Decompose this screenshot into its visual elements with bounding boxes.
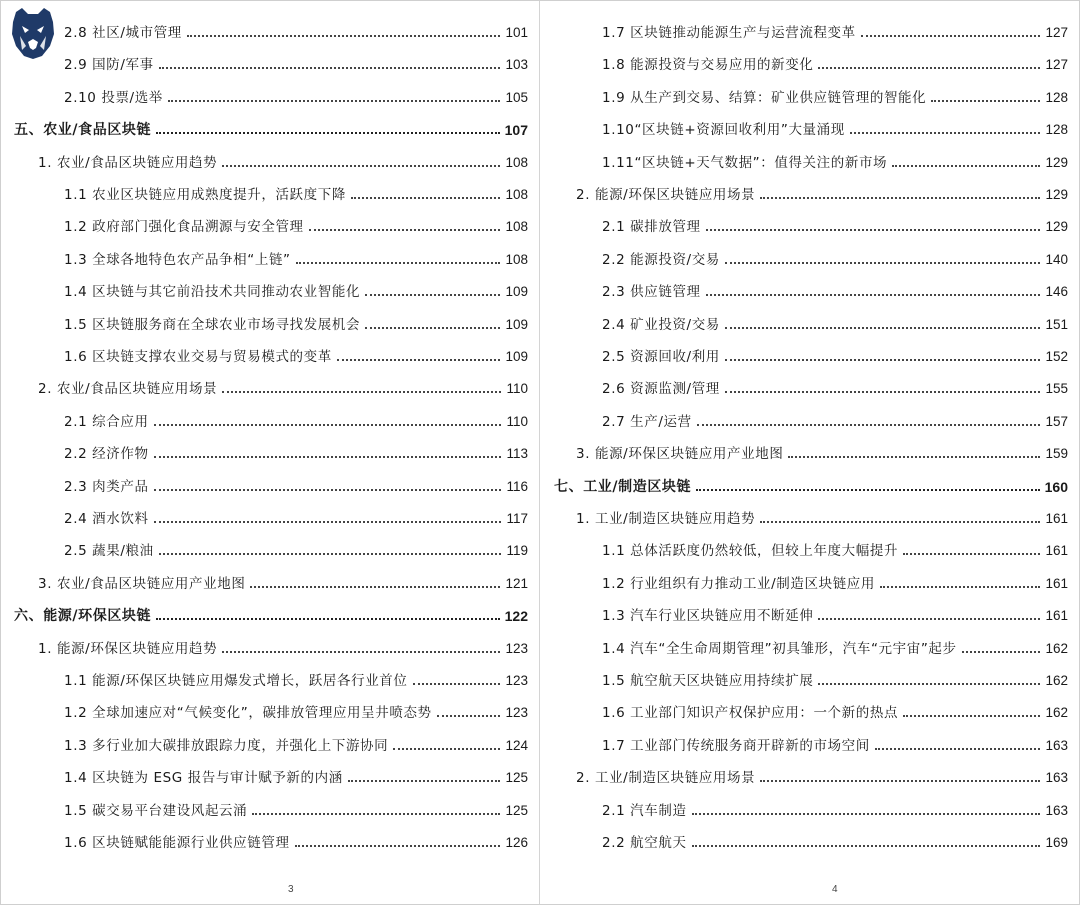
toc-dot-leader [309, 229, 501, 231]
toc-entry-page-number: 162 [1045, 673, 1068, 688]
toc-entry-title: 2.4 矿业投资/交易 [602, 316, 720, 333]
toc-entry-page-number: 113 [506, 446, 528, 462]
toc-entry-page-number: 109 [505, 316, 528, 332]
toc-subsection-entry[interactable] [64, 52, 528, 74]
toc-dot-leader [760, 197, 1040, 199]
toc-page-right [540, 0, 1080, 905]
toc-entry-title: 1.10“区块链+资源回收利用”大量涌现 [602, 122, 845, 139]
toc-entry-page-number: 163 [1045, 802, 1068, 818]
toc-dot-leader [365, 327, 500, 329]
toc-dot-leader [850, 132, 1041, 134]
toc-entry-page-number: 169 [1045, 835, 1068, 850]
toc-section-entry[interactable] [38, 150, 528, 172]
toc-entry-title: 2.1 碳排放管理 [602, 219, 701, 236]
toc-dot-leader [250, 586, 500, 588]
toc-entry-page-number: 108 [505, 251, 528, 267]
toc-dot-leader [725, 262, 1041, 264]
toc-entry-title: 1.5 航空航天区块链应用持续扩展 [602, 673, 814, 689]
toc-entry-title: 1.7 工业部门传统服务商开辟新的市场空间 [602, 737, 870, 754]
toc-chapter-entry[interactable] [14, 117, 528, 139]
toc-entry-title: 1.3 多行业加大碳排放跟踪力度，并强化上下游协同 [64, 737, 389, 754]
toc-entry-title: 2. 能源/环保区块链应用场景 [576, 187, 756, 203]
toc-entry-page-number: 119 [506, 543, 528, 559]
toc-entry-title: 2.2 能源投资/交易 [602, 251, 720, 268]
toc-subsection-entry[interactable] [64, 798, 528, 820]
toc-chapter-entry[interactable] [554, 474, 1068, 496]
toc-dot-leader [706, 229, 1041, 231]
toc-entry-title: 1.1 农业区块链应用成熟度提升，活跃度下降 [64, 187, 346, 203]
toc-entry-title: 2.1 综合应用 [64, 413, 149, 430]
toc-entry-page-number: 140 [1045, 251, 1068, 267]
toc-entry-title: 1.4 区块链为 ESG 报告与审计赋予新的内涵 [64, 770, 343, 787]
toc-dot-leader [725, 327, 1041, 329]
toc-entry-page-number: 125 [505, 802, 528, 818]
toc-dot-leader [861, 35, 1041, 37]
toc-entry-title: 1.4 汽车“全生命周期管理”初具雏形，汽车“元宇宙”起步 [602, 640, 957, 657]
toc-dot-leader [706, 294, 1041, 296]
toc-entry-page-number: 109 [505, 284, 528, 300]
page-divider [539, 0, 540, 905]
toc-entry-page-number: 101 [505, 25, 528, 40]
toc-entry-page-number: 110 [506, 413, 528, 429]
toc-entry-page-number: 163 [1045, 737, 1068, 753]
toc-entry-title: 2.6 资源监测/管理 [602, 381, 720, 398]
toc-entry-title: 2.2 经济作物 [64, 446, 149, 463]
toc-dot-leader [222, 651, 500, 653]
toc-entry-page-number: 151 [1045, 316, 1068, 332]
toc-entry-page-number: 122 [504, 608, 528, 625]
toc-section-entry[interactable] [576, 765, 1068, 787]
toc-subsection-entry[interactable] [64, 441, 528, 463]
toc-dot-leader [413, 683, 501, 685]
toc-entry-page-number: 108 [505, 154, 528, 170]
toc-entry-page-number: 123 [505, 640, 528, 656]
toc-entry-title: 1.2 行业组织有力推动工业/制造区块链应用 [602, 575, 876, 592]
toc-entry-title: 1.2 政府部门强化食品溯源与安全管理 [64, 219, 304, 236]
toc-entry-page-number: 103 [505, 57, 528, 73]
toc-dot-leader [437, 715, 501, 717]
toc-entry-page-number: 160 [1044, 478, 1068, 495]
toc-dot-leader [296, 262, 501, 264]
toc-dot-leader [696, 489, 1040, 491]
toc-chapter-entry[interactable] [14, 603, 528, 625]
toc-entry-title: 2.5 蔬果/粮油 [64, 543, 154, 560]
toc-entry-page-number: 121 [505, 575, 528, 591]
toc-dot-leader [295, 845, 501, 847]
toc-entry-title: 五、农业/食品区块链 [14, 122, 152, 139]
toc-entry-page-number: 116 [506, 478, 528, 494]
toc-subsection-entry[interactable] [64, 85, 528, 107]
toc-entry-page-number: 108 [505, 187, 528, 202]
toc-entry-page-number: 126 [505, 835, 528, 850]
toc-entry-title: 3. 能源/环保区块链应用产业地图 [576, 446, 784, 463]
toc-entry-title: 3. 农业/食品区块链应用产业地图 [38, 575, 246, 592]
toc-section-entry[interactable] [576, 506, 1068, 528]
toc-subsection-entry[interactable] [602, 700, 1068, 722]
toc-dot-leader [931, 100, 1040, 102]
toc-dot-leader [348, 780, 501, 782]
toc-dot-leader [903, 553, 1040, 555]
toc-subsection-entry[interactable] [602, 214, 1068, 236]
toc-entry-page-number: 128 [1045, 89, 1068, 105]
toc-entry-page-number: 161 [1045, 543, 1068, 559]
toc-dot-leader [818, 67, 1040, 69]
toc-entry-title: 2.5 资源回收/利用 [602, 349, 720, 365]
toc-entry-page-number: 146 [1045, 284, 1068, 300]
toc-entry-page-number: 108 [505, 219, 528, 235]
toc-subsection-entry[interactable] [64, 247, 528, 269]
toc-entry-page-number: 161 [1045, 608, 1068, 624]
toc-entry-title: 1.2 全球加速应对“气候变化”，碳排放管理应用呈井喷态势 [64, 705, 432, 722]
toc-subsection-entry[interactable] [64, 538, 528, 560]
toc-dot-leader [788, 456, 1040, 458]
toc-entry-page-number: 161 [1045, 575, 1068, 591]
toc-subsection-entry[interactable] [64, 733, 528, 755]
toc-dot-leader [252, 813, 500, 815]
toc-entry-title: 2.8 社区/城市管理 [64, 25, 182, 41]
toc-entry-title: 2.3 肉类产品 [64, 478, 149, 495]
toc-entry-page-number: 161 [1045, 511, 1068, 526]
toc-dot-leader [760, 780, 1040, 782]
toc-subsection-entry[interactable] [64, 279, 528, 301]
toc-entry-title: 七、工业/制造区块链 [554, 478, 692, 495]
toc-entry-page-number: 152 [1045, 349, 1068, 364]
toc-entry-page-number: 163 [1045, 770, 1068, 786]
toc-entry-page-number: 162 [1045, 640, 1068, 656]
toc-subsection-entry[interactable] [602, 409, 1068, 431]
toc-dot-leader [222, 165, 500, 167]
toc-subsection-entry[interactable] [64, 668, 528, 690]
toc-subsection-entry[interactable] [602, 376, 1068, 398]
toc-subsection-entry[interactable] [602, 20, 1068, 42]
toc-entry-title: 1.6 区块链支撑农业交易与贸易模式的变革 [64, 349, 332, 365]
toc-subsection-entry[interactable] [602, 344, 1068, 366]
toc-dot-leader [154, 489, 502, 491]
toc-entry-title: 2. 工业/制造区块链应用场景 [576, 770, 756, 787]
toc-entry-title: 1. 工业/制造区块链应用趋势 [576, 511, 756, 527]
toc-entry-title: 2.9 国防/军事 [64, 57, 154, 74]
toc-dot-leader [156, 132, 500, 134]
toc-subsection-entry[interactable] [602, 830, 1068, 852]
toc-subsection-entry[interactable] [602, 733, 1068, 755]
page-number-left: 3 [288, 884, 294, 895]
toc-entry-title: 2.1 汽车制造 [602, 802, 687, 819]
toc-section-entry[interactable] [576, 182, 1068, 204]
toc-subsection-entry[interactable] [602, 312, 1068, 334]
panther-head-logo-icon [8, 6, 58, 60]
toc-entry-title: 1.3 全球各地特色农产品争相“上链” [64, 251, 291, 268]
toc-subsection-entry[interactable] [602, 571, 1068, 593]
toc-dot-leader [760, 521, 1040, 523]
toc-entry-title: 1.7 区块链推动能源生产与运营流程变革 [602, 25, 856, 41]
toc-dot-leader [725, 359, 1041, 361]
toc-entry-title: 2.10 投票/选举 [64, 89, 163, 106]
toc-entry-title: 1.11“区块链+天气数据”：值得关注的新市场 [602, 154, 888, 171]
toc-dot-leader [168, 100, 501, 102]
toc-dot-leader [159, 67, 501, 69]
toc-entry-title: 1.5 区块链服务商在全球农业市场寻找发展机会 [64, 316, 361, 333]
toc-subsection-entry[interactable] [602, 150, 1068, 172]
toc-entry-page-number: 128 [1045, 122, 1068, 138]
toc-section-entry[interactable] [38, 636, 528, 658]
toc-dot-leader [692, 845, 1041, 847]
toc-subsection-entry[interactable] [602, 85, 1068, 107]
toc-dot-leader [187, 35, 501, 37]
toc-dot-leader [818, 618, 1040, 620]
toc-entry-page-number: 123 [505, 705, 528, 721]
toc-dot-leader [903, 715, 1040, 717]
toc-subsection-entry[interactable] [602, 247, 1068, 269]
toc-entry-title: 2.4 酒水饮料 [64, 511, 149, 527]
toc-entry-title: 1.3 汽车行业区块链应用不断延伸 [602, 608, 814, 625]
toc-dot-leader [818, 683, 1040, 685]
toc-subsection-entry[interactable] [602, 52, 1068, 74]
toc-dot-leader [159, 553, 502, 555]
toc-entry-page-number: 124 [505, 737, 528, 753]
toc-dot-leader [692, 813, 1041, 815]
toc-dot-leader [351, 197, 501, 199]
toc-subsection-entry[interactable] [602, 798, 1068, 820]
toc-subsection-entry[interactable] [602, 668, 1068, 690]
toc-entry-title: 1.1 能源/环保区块链应用爆发式增长，跃居各行业首位 [64, 673, 408, 689]
toc-subsection-entry[interactable] [64, 20, 528, 42]
toc-subsection-entry[interactable] [64, 700, 528, 722]
toc-dot-leader [880, 586, 1040, 588]
toc-entry-page-number: 107 [504, 122, 528, 139]
toc-dot-leader [365, 294, 500, 296]
toc-section-entry[interactable] [576, 441, 1068, 463]
toc-entry-page-number: 129 [1045, 219, 1068, 235]
toc-entry-title: 1.9 从生产到交易、结算：矿业供应链管理的智能化 [602, 89, 927, 106]
toc-subsection-entry[interactable] [602, 279, 1068, 301]
toc-dot-leader [697, 424, 1041, 426]
toc-entry-page-number: 110 [506, 381, 528, 397]
toc-dot-leader [875, 748, 1041, 750]
toc-entry-page-number: 109 [505, 349, 528, 364]
toc-subsection-entry[interactable] [64, 409, 528, 431]
toc-subsection-entry[interactable] [64, 182, 528, 204]
toc-dot-leader [154, 521, 502, 523]
toc-entry-title: 2.2 航空航天 [602, 835, 687, 851]
toc-entry-title: 六、能源/环保区块链 [14, 608, 152, 625]
toc-subsection-entry[interactable] [602, 603, 1068, 625]
toc-entry-title: 1. 农业/食品区块链应用趋势 [38, 154, 218, 171]
page-number-right: 4 [832, 884, 838, 895]
toc-subsection-entry[interactable] [602, 117, 1068, 139]
toc-entry-title: 1. 能源/环保区块链应用趋势 [38, 640, 218, 657]
toc-entry-page-number: 127 [1045, 25, 1068, 40]
toc-entry-title: 2.7 生产/运营 [602, 413, 692, 430]
toc-entry-page-number: 159 [1045, 446, 1068, 462]
toc-subsection-entry[interactable] [64, 344, 528, 366]
toc-entry-page-number: 129 [1045, 154, 1068, 170]
toc-entry-page-number: 105 [505, 89, 528, 105]
toc-entry-page-number: 123 [505, 673, 528, 688]
toc-entry-title: 1.5 碳交易平台建设风起云涌 [64, 802, 248, 819]
toc-dot-leader [892, 165, 1040, 167]
toc-subsection-entry[interactable] [64, 214, 528, 236]
toc-entry-title: 1.6 区块链赋能能源行业供应链管理 [64, 835, 290, 851]
toc-entry-title: 1.6 工业部门知识产权保护应用：一个新的热点 [602, 705, 899, 722]
toc-entry-page-number: 129 [1045, 187, 1068, 202]
toc-subsection-entry[interactable] [64, 765, 528, 787]
toc-subsection-entry[interactable] [602, 636, 1068, 658]
toc-entry-title: 2.3 供应链管理 [602, 284, 701, 301]
toc-dot-leader [154, 424, 502, 426]
toc-subsection-entry[interactable] [64, 474, 528, 496]
toc-entry-page-number: 157 [1045, 413, 1068, 429]
toc-subsection-entry[interactable] [602, 538, 1068, 560]
toc-entry-page-number: 125 [505, 770, 528, 786]
toc-entry-title: 1.4 区块链与其它前沿技术共同推动农业智能化 [64, 284, 361, 301]
toc-entry-page-number: 162 [1045, 705, 1068, 721]
toc-dot-leader [156, 618, 500, 620]
toc-dot-leader [962, 651, 1041, 653]
toc-dot-leader [154, 456, 502, 458]
toc-dot-leader [393, 748, 500, 750]
toc-entry-title: 1.1 总体活跃度仍然较低，但较上年度大幅提升 [602, 543, 899, 560]
toc-entry-page-number: 127 [1045, 57, 1068, 73]
toc-entry-title: 1.8 能源投资与交易应用的新变化 [602, 57, 814, 74]
toc-entry-page-number: 155 [1045, 381, 1068, 397]
toc-section-entry[interactable] [38, 571, 528, 593]
toc-dot-leader [222, 391, 501, 393]
toc-dot-leader [337, 359, 501, 361]
toc-dot-leader [725, 391, 1041, 393]
toc-subsection-entry[interactable] [64, 312, 528, 334]
toc-subsection-entry[interactable] [64, 506, 528, 528]
toc-section-entry[interactable] [38, 376, 528, 398]
toc-entry-page-number: 117 [506, 511, 528, 526]
toc-entry-title: 2. 农业/食品区块链应用场景 [38, 381, 218, 398]
toc-subsection-entry[interactable] [64, 830, 528, 852]
